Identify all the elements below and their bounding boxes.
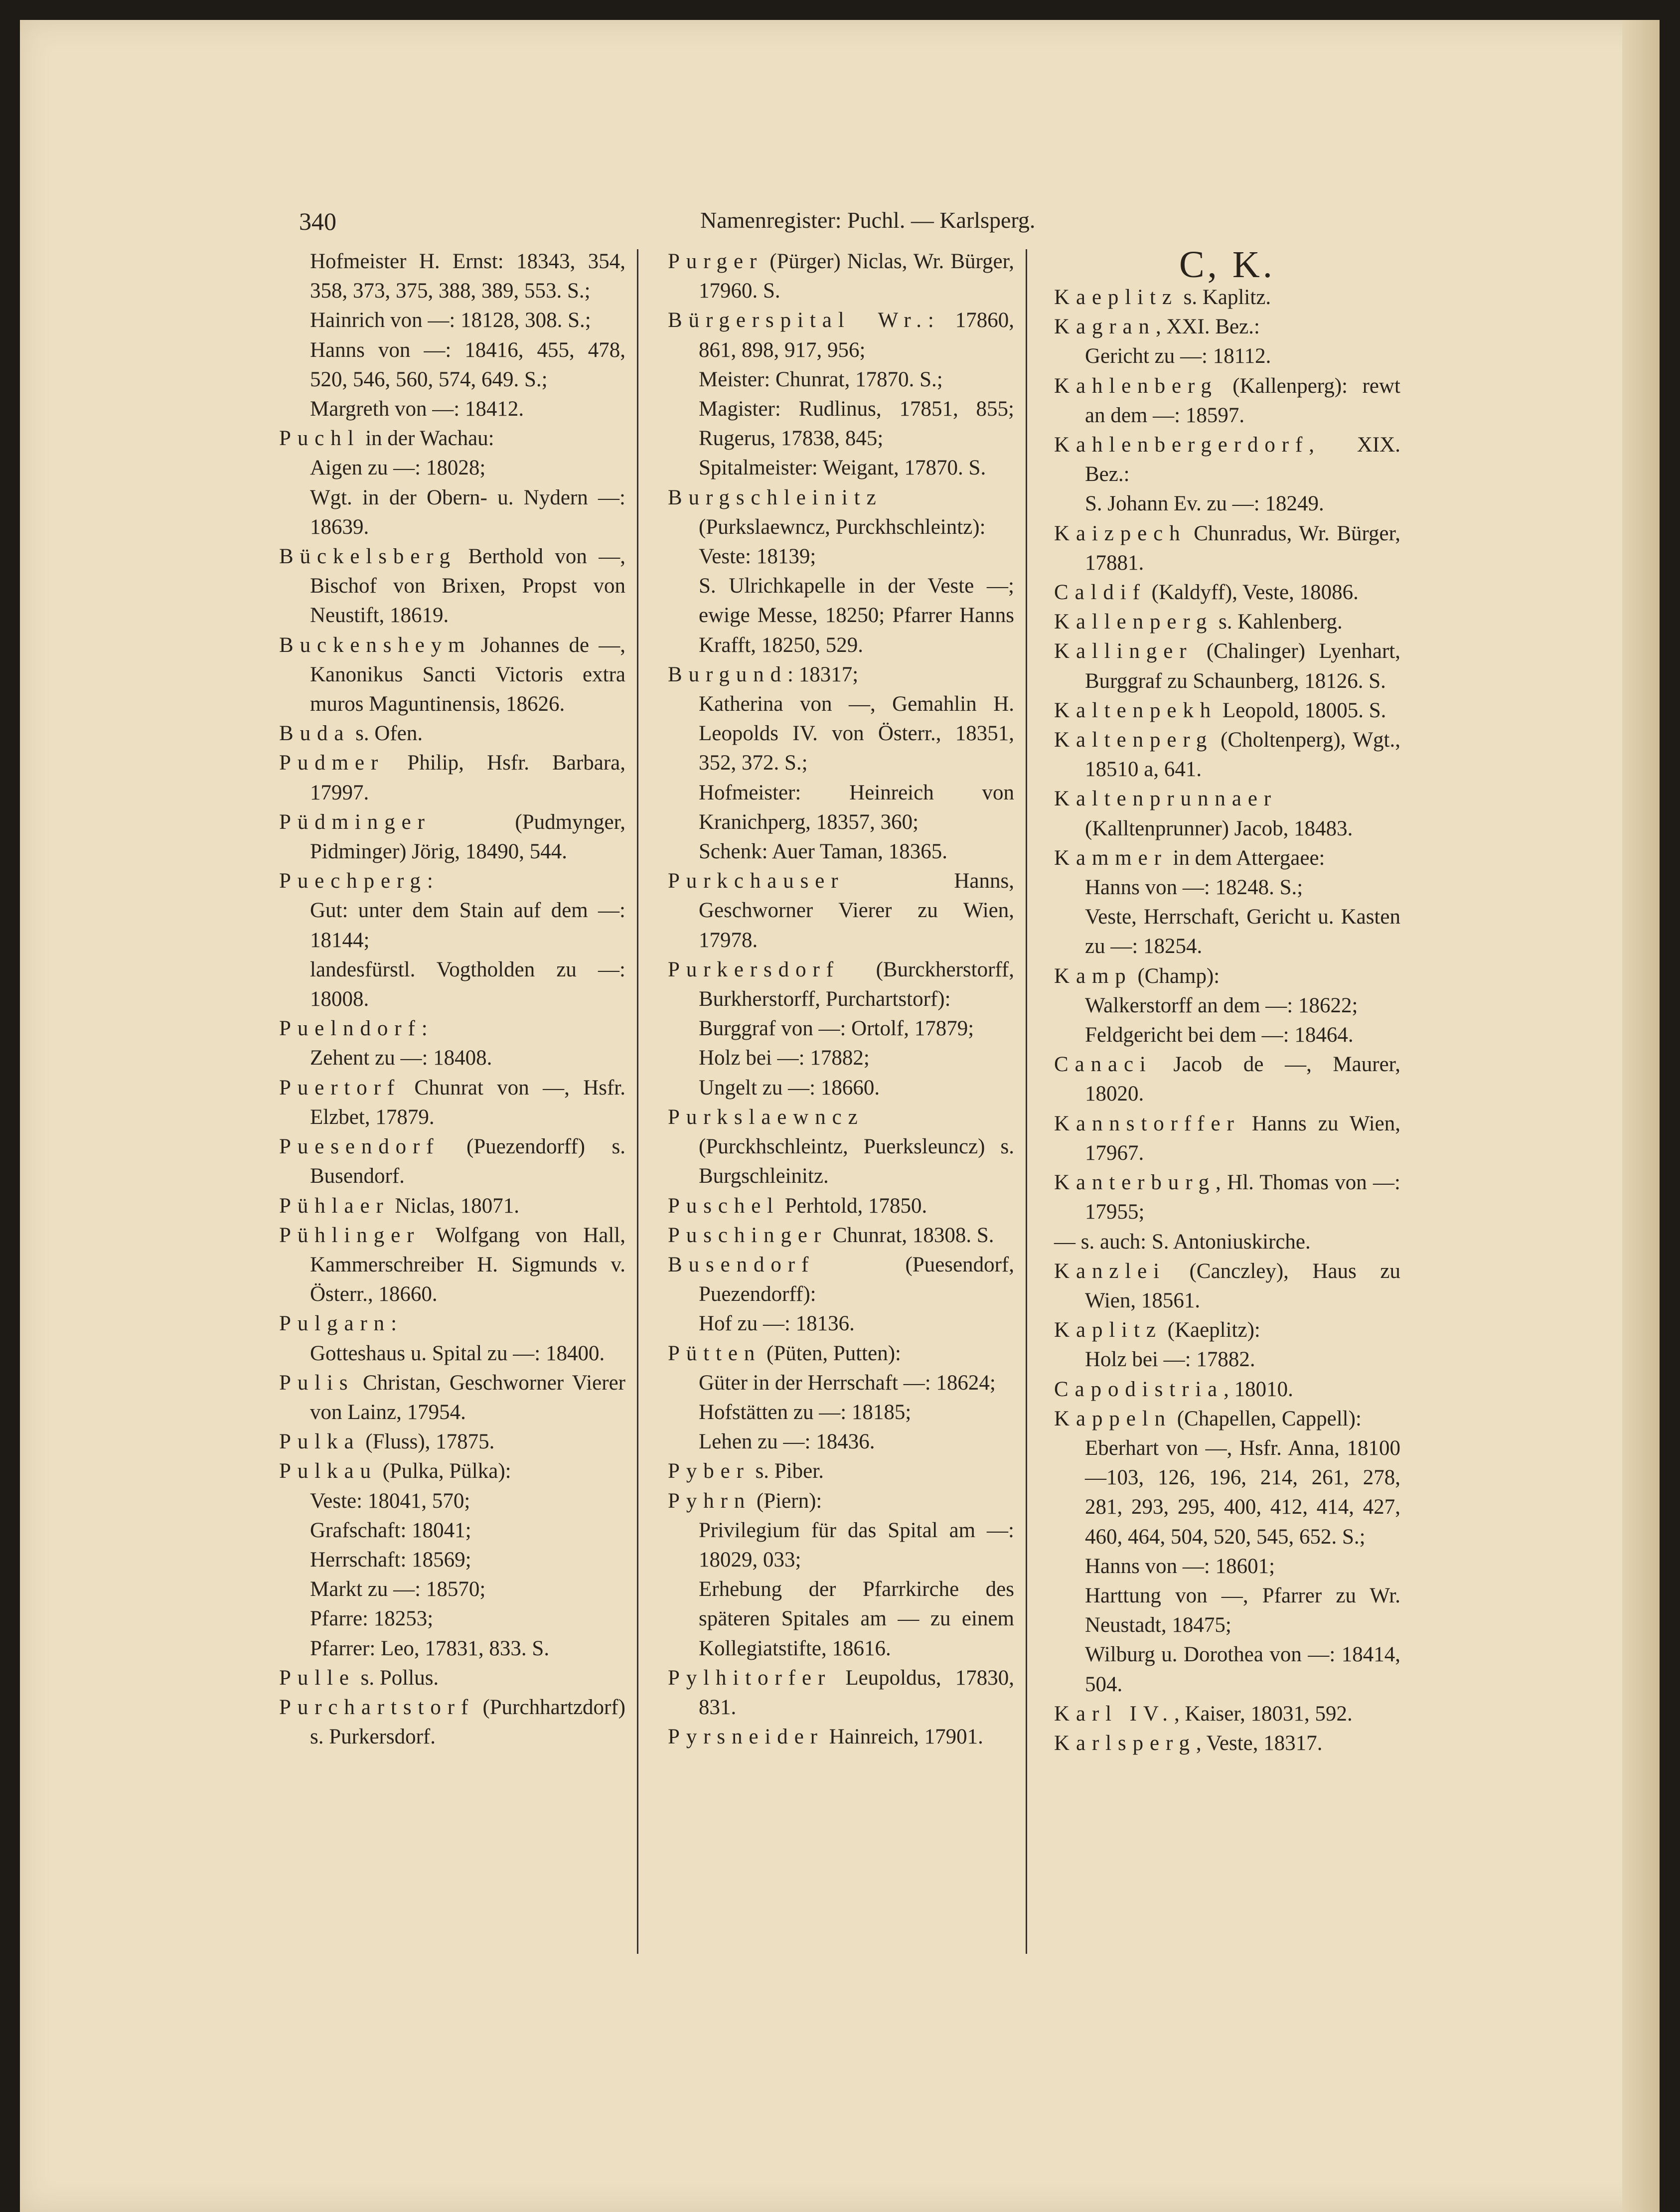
entry-text: Hainreich, 17901.	[823, 1725, 983, 1749]
index-subentry: Hainrich von —: 18128, 308. S.;	[310, 309, 591, 332]
entry-keyword: Kaizpech	[1054, 521, 1187, 545]
entry-text: (Kallenperg): rewt an dem —: 18597.	[1085, 374, 1400, 427]
index-subentry: Pfarre: 18253;	[310, 1607, 434, 1631]
entry-keyword: Pulkau	[279, 1459, 377, 1483]
entry-keyword: Kanzlei	[1054, 1259, 1166, 1283]
index-subentry: Eberhart von —, Hsfr. Anna, 18100—103, 126, 196, 214, 261, 278, 281, 293, 295, 400, 412, 414, 427, 460, 464, 504, 520, 545, 652. S.;	[1085, 1436, 1400, 1549]
entry-keyword: Purkersdorf	[668, 957, 840, 981]
entry-text: Hanns zu Wien, 17967.	[1085, 1111, 1400, 1165]
entry-text: (Fluss), 17875.	[360, 1430, 495, 1454]
index-entry	[279, 1693, 625, 1751]
index-subentry: Walkerstorff an dem —: 18622;	[1085, 993, 1358, 1017]
index-column-1	[279, 247, 625, 1751]
entry-text: (Pulka, Pülka):	[377, 1459, 511, 1483]
entry-keyword: Burgschleinitz	[668, 485, 883, 509]
entry-text: (Pürger) Niclas, Wr. Bürger, 17960. S.	[699, 250, 1014, 303]
entry-text: (Kaldyff), Veste, 18086.	[1146, 581, 1359, 605]
index-subentry: Markt zu —: 18570;	[310, 1578, 486, 1601]
index-subentry: Aigen zu —: 18028;	[310, 456, 486, 480]
entry-keyword: Bürgerspital Wr.	[668, 309, 928, 332]
index-subentry: Wgt. in der Obern- u. Nydern —: 18639.	[310, 485, 625, 539]
index-subentry: Hofstätten zu —: 18185;	[699, 1400, 912, 1424]
index-subentry: Ungelt zu —: 18660.	[699, 1076, 880, 1100]
index-subentry: Harttung von —, Pfarrer zu Wr. Neustadt, 18475;	[1085, 1583, 1400, 1637]
entry-text: (Choltenperg), Wgt., 18510 a, 641.	[1085, 728, 1400, 782]
entry-keyword: Bückelsberg	[279, 545, 457, 569]
entry-keyword: Kallinger	[1054, 639, 1193, 663]
entry-keyword: Kaltenperg	[1054, 728, 1214, 752]
entry-keyword: Kahlenbergerdorf	[1054, 433, 1309, 457]
index-entry	[668, 1456, 1014, 1486]
entry-text: Leopold, 18005. S.	[1217, 698, 1386, 722]
entry-text: , XXI. Bez.:	[1155, 315, 1260, 339]
index-entry	[279, 1456, 625, 1486]
index-subentry: Gut: unter dem Stain auf dem —: 18144;	[310, 899, 625, 952]
entry-text: , 18010.	[1223, 1377, 1293, 1401]
entry-text: Hanns, Geschworner Vierer zu Wien, 17978.	[699, 869, 1014, 952]
index-subentry: Veste, Herrschaft, Gericht u. Kasten zu —: 18254.	[1085, 905, 1400, 958]
index-subentry: Veste: 18041, 570;	[310, 1489, 470, 1513]
index-entry	[279, 631, 625, 719]
page-number: 340	[299, 207, 336, 235]
index-cross-reference: — s. auch: S. Antoniuskirche.	[1054, 1230, 1311, 1254]
index-entry	[668, 660, 1014, 689]
index-column-3	[1054, 244, 1400, 1758]
index-entry	[279, 719, 625, 748]
index-entry	[1054, 1315, 1400, 1345]
index-subentry: Gericht zu —: 18112.	[1085, 344, 1271, 368]
entry-text: (Purckhschleintz, Puerksleuncz) s. Burgschleinitz.	[699, 1135, 1014, 1188]
entry-text: :	[427, 869, 433, 893]
index-entry	[1054, 1699, 1400, 1729]
index-subentry: Wilburg u. Dorothea von —: 18414, 504.	[1085, 1643, 1400, 1696]
entry-keyword: Pyhrn	[668, 1489, 752, 1513]
entry-text: s. Kaplitz.	[1178, 286, 1271, 309]
index-entry	[279, 1663, 625, 1693]
entry-text: Chunrat, 18308. S.	[827, 1223, 994, 1247]
index-entry	[668, 1663, 1014, 1722]
entry-text: : 17860, 861, 898, 917, 956;	[699, 309, 1014, 362]
index-subentry: S. Ulrichkapelle in der Veste —; ewige Messe, 18250; Pfarrer Hanns Krafft, 18250, 529.	[699, 574, 1014, 657]
index-entry	[279, 1191, 625, 1221]
index-entry	[279, 1309, 625, 1338]
entry-keyword: Pulle	[279, 1666, 355, 1690]
entry-text: (Kaeplitz):	[1162, 1318, 1260, 1342]
entry-keyword: Pyber	[668, 1459, 750, 1483]
running-head: Namenregister: Puchl. — Karlsperg.	[700, 207, 1036, 233]
entry-keyword: Pudmer	[279, 751, 385, 775]
entry-keyword: Caldif	[1054, 581, 1146, 605]
index-entry	[668, 1722, 1014, 1751]
index-entry	[279, 748, 625, 807]
entry-keyword: Kaltenprunnaer	[1054, 787, 1278, 811]
entry-keyword: Puschinger	[668, 1223, 828, 1247]
entry-text: (Chalinger) Lyenhart, Burggraf zu Schaunberg, 18126. S.	[1085, 639, 1400, 693]
index-entry	[668, 1191, 1014, 1221]
entry-keyword: Puechperg	[279, 869, 427, 893]
index-subentry: Schenk: Auer Taman, 18365.	[699, 840, 947, 864]
entry-text: Perhtold, 17850.	[779, 1194, 927, 1218]
index-subentry: Hanns von —: 18601;	[1085, 1554, 1275, 1578]
index-subentry: Magister: Rudlinus, 17851, 855; Rugerus, 17838, 845;	[699, 397, 1014, 451]
entry-keyword: Kamp	[1054, 964, 1132, 988]
index-entry	[668, 1221, 1014, 1250]
entry-text: Chunrat von —, Hsfr. Elzbet, 17879.	[310, 1076, 625, 1129]
entry-text: :	[391, 1312, 397, 1336]
entry-keyword: Kaltenpekh	[1054, 698, 1218, 722]
index-entry	[1054, 430, 1400, 489]
index-entry	[668, 866, 1014, 955]
index-subentry: Herrschaft: 18569;	[310, 1548, 471, 1572]
index-entry	[1054, 519, 1400, 578]
entry-text: s. Piber.	[750, 1459, 824, 1483]
entry-keyword: Puesendorf	[279, 1135, 440, 1159]
index-entry	[279, 424, 625, 453]
index-entry	[279, 1427, 625, 1456]
index-subentry: Pfarrer: Leo, 17831, 833. S.	[310, 1636, 550, 1660]
index-entry	[279, 1368, 625, 1427]
entry-keyword: Püdminger	[279, 810, 431, 834]
entry-text: Johannes de —, Kanonikus Sancti Victoris extra muros Maguntinensis, 18626.	[310, 633, 625, 716]
index-entry	[668, 1339, 1014, 1368]
page-header	[299, 207, 1076, 242]
index-subentry: Holz bei —: 17882;	[699, 1046, 870, 1070]
entry-keyword: Purkchauser	[668, 869, 845, 893]
index-entry	[1054, 312, 1400, 341]
index-entry	[1054, 725, 1400, 784]
index-subentry: Privilegium für das Spital am —: 18029, 033;	[699, 1518, 1014, 1572]
index-subentry: Zehent zu —: 18408.	[310, 1046, 492, 1070]
index-subentry: Grafschaft: 18041;	[310, 1518, 471, 1542]
index-subentry: Spitalmeister: Weigant, 17870. S.	[699, 456, 986, 480]
entry-text: (Purchhartzdorf) s. Purkersdorf.	[310, 1695, 625, 1749]
entry-keyword: Pühlinger	[279, 1223, 421, 1247]
entry-text: s. Kahlenberg.	[1213, 610, 1343, 634]
index-subentry: Hofmeister: Heinreich von Kranichperg, 18357, 360;	[699, 781, 1014, 834]
entry-text: (Kalltenprunner) Jacob, 18483.	[1085, 816, 1353, 840]
index-entry	[1054, 696, 1400, 725]
index-entry	[279, 807, 625, 866]
entry-keyword: Kanterburg	[1054, 1171, 1216, 1195]
entry-keyword: Kallenperg	[1054, 610, 1214, 634]
index-subentry: Hanns von —: 18248. S.;	[1085, 876, 1303, 900]
entry-keyword: Kagran	[1054, 315, 1156, 339]
entry-keyword: Kahlenberg	[1054, 374, 1218, 398]
entry-text: (Chapellen, Cappell):	[1171, 1407, 1362, 1430]
index-subentry: Hofmeister H. Ernst: 18343, 354, 358, 373, 375, 388, 389, 553. S.;	[310, 250, 625, 303]
index-entry	[1054, 371, 1400, 430]
index-entry	[279, 1014, 625, 1043]
entry-text: Christan, Geschworner Vierer von Lainz, 17954.	[310, 1371, 625, 1424]
entry-keyword: Kannstorffer	[1054, 1111, 1240, 1135]
index-entry	[1054, 1109, 1400, 1168]
entry-keyword: Purkslaewncz	[668, 1105, 864, 1129]
index-entry	[1054, 1375, 1400, 1404]
entry-keyword: Pühlaer	[279, 1194, 390, 1218]
entry-text: (Piern):	[751, 1489, 822, 1513]
index-entry	[668, 955, 1014, 1014]
entry-keyword: Pulis	[279, 1371, 354, 1395]
index-subentry: landesfürstl. Vogtholden zu —: 18008.	[310, 957, 625, 1011]
entry-text: (Champ):	[1132, 964, 1220, 988]
index-entry	[1054, 843, 1400, 873]
entry-text: (Puesendorf, Puezendorff):	[699, 1253, 1014, 1306]
index-entry	[668, 483, 1014, 542]
entry-keyword: Kappeln	[1054, 1407, 1172, 1430]
index-entry	[668, 1250, 1014, 1309]
entry-keyword: Pylhitorfer	[668, 1666, 832, 1690]
entry-text: (Pudmynger, Pidminger) Jörig, 18490, 544.	[310, 810, 625, 864]
index-entry	[1054, 1168, 1400, 1227]
entry-text: , XIX. Bez.:	[1085, 433, 1400, 486]
index-column-2	[668, 247, 1014, 1751]
column-rule	[1026, 249, 1027, 1954]
index-subentry: Erhebung der Pfarrkirche des späteren Spitales am — zu einem Kollegiatstifte, 18616.	[699, 1578, 1014, 1660]
entry-keyword: Buckensheym	[279, 633, 471, 657]
index-subentry: Margreth von —: 18412.	[310, 397, 524, 421]
index-entry	[668, 306, 1014, 364]
entry-text: Philip, Hsfr. Barbara, 17997.	[310, 751, 625, 804]
index-entry	[279, 542, 625, 631]
index-subentry: Hof zu —: 18136.	[699, 1312, 855, 1336]
entry-text: (Purkslaewncz, Purckhschleintz):	[699, 515, 986, 539]
entry-text: (Püten, Putten):	[761, 1341, 901, 1365]
index-entry	[1054, 578, 1400, 607]
entry-keyword: Puelndorf	[279, 1017, 422, 1041]
entry-keyword: Pütten	[668, 1341, 762, 1365]
entry-keyword: Buda	[279, 722, 350, 746]
entry-text: in der Wachau:	[360, 427, 494, 451]
index-subentry: Gotteshaus u. Spital zu —: 18400.	[310, 1341, 605, 1365]
entry-keyword: Puertorf	[279, 1076, 401, 1100]
index-subentry: Veste: 18139;	[699, 545, 816, 569]
entry-keyword: Puschel	[668, 1194, 780, 1218]
index-entry	[668, 1103, 1014, 1191]
entry-keyword: Kaplitz	[1054, 1318, 1162, 1342]
entry-keyword: Karlsperg	[1054, 1731, 1196, 1755]
index-entry	[1054, 607, 1400, 636]
index-entry	[1054, 636, 1400, 695]
entry-text: in dem Attergaee:	[1167, 846, 1325, 870]
index-subentry: Holz bei —: 17882.	[1085, 1348, 1255, 1372]
column-rule	[637, 249, 638, 1954]
entry-keyword: Puchl	[279, 427, 360, 451]
entry-keyword: Karl IV.	[1054, 1702, 1174, 1726]
index-entry	[1054, 1729, 1400, 1758]
entry-text: : 18317;	[787, 662, 859, 686]
index-entry	[668, 247, 1014, 306]
index-subentry: Hanns von —: 18416, 455, 478, 520, 546, 560, 574, 649. S.;	[310, 338, 625, 391]
index-subentry: Burggraf von —: Ortolf, 17879;	[699, 1017, 974, 1041]
index-entry	[668, 1486, 1014, 1516]
entry-text: s. Ofen.	[350, 722, 423, 746]
entry-text: , Veste, 18317.	[1196, 1731, 1323, 1755]
entry-keyword: Purger	[668, 250, 764, 273]
index-subentry: Güter in der Herrschaft —: 18624;	[699, 1371, 996, 1395]
index-entry	[279, 1073, 625, 1132]
index-subentry: Feldgericht bei dem —: 18464.	[1085, 1023, 1354, 1047]
entry-text: (Canczley), Haus zu Wien, 18561.	[1085, 1259, 1400, 1312]
entry-text: :	[421, 1017, 428, 1041]
index-entry	[1054, 961, 1400, 991]
entry-text: Leupoldus, 17830, 831.	[699, 1666, 1014, 1719]
index-subentry: Lehen zu —: 18436.	[699, 1430, 875, 1454]
index-entry	[1054, 1050, 1400, 1108]
entry-text: Jacob de —, Maurer, 18020.	[1085, 1053, 1400, 1106]
section-heading: C, K.	[1179, 244, 1275, 286]
entry-text: s. Pollus.	[355, 1666, 439, 1690]
entry-keyword: Pulgarn	[279, 1312, 391, 1336]
entry-text: Niclas, 18071.	[389, 1194, 520, 1218]
index-subentry: S. Johann Ev. zu —: 18249.	[1085, 492, 1324, 516]
entry-text: (Burckherstorff, Burkherstorff, Purchartstorf):	[699, 957, 1014, 1011]
entry-text: , Kaiser, 18031, 592.	[1174, 1702, 1353, 1726]
entry-keyword: Burgund	[668, 662, 788, 686]
entry-text: , Hl. Thomas von —: 17955;	[1085, 1171, 1400, 1224]
entry-keyword: Kammer	[1054, 846, 1168, 870]
entry-text: Chunradus, Wr. Bürger, 17881.	[1085, 521, 1400, 575]
index-subentry: Katherina von —, Gemahlin H. Leopolds IV. von Österr., 18351, 352, 372. S.;	[699, 692, 1014, 775]
index-entry	[1054, 784, 1400, 843]
entry-keyword: Capodistria	[1054, 1377, 1224, 1401]
entry-keyword: Purchartstorf	[279, 1695, 475, 1719]
index-entry	[279, 1132, 625, 1191]
index-entry	[1054, 283, 1400, 312]
entry-text: Wolfgang von Hall, Kammerschreiber H. Sigmunds v. Österr., 18660.	[310, 1223, 625, 1306]
page-curl	[1622, 20, 1660, 2212]
entry-keyword: Pulka	[279, 1430, 360, 1454]
entry-keyword: Pyrsneider	[668, 1725, 824, 1749]
entry-text: (Puezendorff) s. Busendorf.	[310, 1135, 625, 1188]
index-subentry: Meister: Chunrat, 17870. S.;	[699, 367, 943, 391]
entry-text: Berthold von —, Bischof von Brixen, Propst von Neustift, 18619.	[310, 545, 625, 628]
index-entry	[1054, 1404, 1400, 1433]
entry-keyword: Canaci	[1054, 1053, 1152, 1077]
index-entry	[279, 866, 625, 896]
index-entry	[1054, 1257, 1400, 1315]
index-entry	[279, 1221, 625, 1309]
entry-keyword: Busendorf	[668, 1253, 815, 1276]
entry-keyword: Kaeplitz	[1054, 286, 1178, 309]
